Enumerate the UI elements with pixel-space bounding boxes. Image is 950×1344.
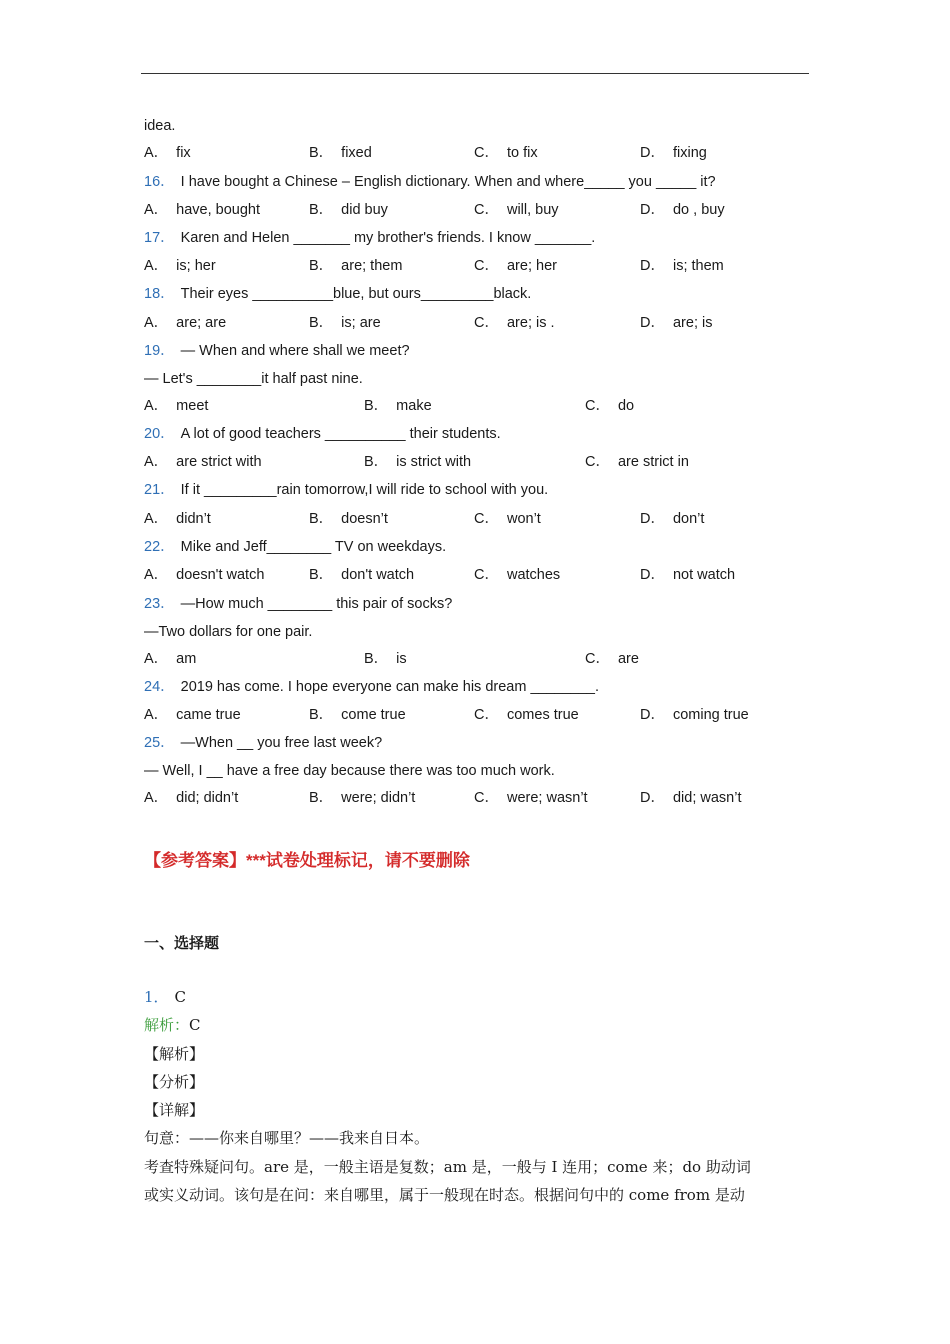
question-text: Mike and Jeff________ TV on weekdays.	[180, 539, 447, 555]
analysis-tag: 【解析】	[144, 1045, 205, 1063]
answer-option	[474, 789, 588, 807]
question-line	[144, 425, 501, 443]
question-line	[144, 538, 446, 556]
answer-option	[309, 789, 415, 807]
question-line	[144, 370, 363, 388]
option-letter: A．	[144, 145, 169, 161]
question-text: If it _________rain tomorrow,I will ride to school with you.	[180, 482, 549, 498]
answer-option	[364, 397, 432, 415]
option-letter: C．	[585, 651, 610, 667]
option-letter: D．	[640, 145, 665, 161]
question-line	[144, 342, 410, 360]
explanation-line: 或实义动词。该句是在问：来自哪里，属于一般现在时态。根据问句中的 come from 是动	[144, 1186, 745, 1204]
question-line	[144, 762, 555, 780]
question-number: 17．	[144, 230, 175, 246]
answer-option	[474, 566, 560, 584]
analysis-tag: 【详解】	[144, 1101, 205, 1119]
option-text: were; wasn’t	[506, 790, 588, 806]
option-letter: C．	[474, 145, 499, 161]
option-letter: B．	[364, 398, 389, 414]
question-text: I have bought a Chinese – English dictionary. When and where_____ you _____ it?	[180, 174, 716, 190]
question-number: 21．	[144, 482, 175, 498]
option-letter: C．	[474, 567, 499, 583]
option-text: are	[617, 651, 639, 667]
option-letter: A．	[144, 398, 169, 414]
option-text: will, buy	[506, 202, 559, 218]
option-letter: B．	[364, 651, 389, 667]
option-text: doesn't watch	[176, 567, 265, 583]
answer-option	[144, 257, 216, 275]
option-text: don’t	[672, 511, 705, 527]
option-text: make	[396, 398, 432, 414]
answer-option	[640, 789, 742, 807]
option-letter: A．	[144, 707, 169, 723]
explanation-line: 句意：——你来自哪里？——我来自日本。	[144, 1129, 430, 1147]
question-number: 23．	[144, 596, 175, 612]
option-text: did buy	[341, 202, 388, 218]
question-text: — Let's ________it half past nine.	[144, 371, 363, 387]
option-text: come true	[341, 707, 406, 723]
option-letter: B．	[309, 315, 334, 331]
answer-option	[144, 397, 208, 415]
answer-option	[144, 789, 238, 807]
answer-option	[309, 706, 406, 724]
section-title: 一、选择题	[144, 935, 220, 952]
option-letter: B．	[309, 707, 334, 723]
answer-line	[144, 987, 186, 1007]
option-letter: B．	[364, 454, 389, 470]
question-line	[144, 173, 716, 191]
option-text: did; wasn’t	[672, 790, 742, 806]
question-line	[144, 595, 452, 613]
option-letter: A．	[144, 790, 169, 806]
question-text: — Well, I __ have a free day because there was too much work.	[144, 763, 555, 779]
option-letter: A．	[144, 651, 169, 667]
question-text: Karen and Helen _______ my brother's friends. I know _______.	[180, 230, 596, 246]
answer-option	[144, 144, 191, 162]
option-text: are strict in	[617, 454, 689, 470]
option-text: are; is .	[506, 315, 555, 331]
option-text: have, bought	[176, 202, 261, 218]
option-text: won’t	[506, 511, 541, 527]
answer-option	[144, 510, 211, 528]
answer-option	[640, 257, 724, 275]
answer-option	[144, 453, 262, 471]
answer-option	[474, 257, 557, 275]
answer-option	[640, 144, 707, 162]
option-letter: B．	[309, 790, 334, 806]
option-text: didn’t	[176, 511, 211, 527]
question-number: 22．	[144, 539, 175, 555]
option-letter: D．	[640, 511, 665, 527]
option-text: are; is	[672, 315, 713, 331]
answer-option	[364, 453, 471, 471]
answer-option	[640, 566, 735, 584]
option-letter: C．	[474, 790, 499, 806]
analysis-line	[144, 1015, 201, 1035]
option-text: meet	[176, 398, 209, 414]
question-line	[144, 285, 531, 303]
option-text: did; didn’t	[176, 790, 239, 806]
option-letter: A．	[144, 315, 169, 331]
option-text: were; didn’t	[341, 790, 416, 806]
answer-option	[144, 201, 260, 219]
option-text: not watch	[672, 567, 736, 583]
answer-option	[585, 650, 639, 668]
option-text: are; are	[176, 315, 227, 331]
option-letter: D．	[640, 202, 665, 218]
answer-option	[309, 257, 402, 275]
question-line	[144, 678, 599, 696]
analysis-value: C	[189, 1016, 201, 1034]
option-text: do , buy	[672, 202, 725, 218]
answer-number: 1．	[144, 988, 169, 1006]
option-letter: B．	[309, 567, 334, 583]
option-text: is; them	[672, 258, 724, 274]
option-letter: C．	[474, 511, 499, 527]
question-number: 20．	[144, 426, 175, 442]
option-text: came true	[176, 707, 241, 723]
option-text: are strict with	[176, 454, 262, 470]
option-letter: D．	[640, 790, 665, 806]
option-letter: D．	[640, 567, 665, 583]
option-text: fix	[176, 145, 191, 161]
question-line	[144, 734, 382, 752]
answer-option	[474, 314, 555, 332]
option-letter: C．	[474, 202, 499, 218]
option-text: am	[176, 651, 197, 667]
answer-value: C	[174, 988, 187, 1006]
answer-option	[474, 706, 579, 724]
option-text: comes true	[506, 707, 579, 723]
question-text: —How much ________ this pair of socks?	[180, 596, 453, 612]
option-letter: A．	[144, 511, 169, 527]
option-letter: B．	[309, 202, 334, 218]
option-letter: A．	[144, 567, 169, 583]
question-number: 19．	[144, 343, 175, 359]
option-text: don't watch	[341, 567, 415, 583]
answer-key-title: 【参考答案】***试卷处理标记，请不要删除	[144, 851, 470, 870]
option-letter: C．	[474, 315, 499, 331]
option-text: to fix	[506, 145, 538, 161]
header-rule	[141, 73, 809, 74]
answer-option	[474, 510, 541, 528]
option-letter: D．	[640, 707, 665, 723]
explanation-line: 考查特殊疑问句。are 是，一般主语是复数；am 是，一般与 I 连用；come 来；do 助动词	[144, 1158, 751, 1176]
option-letter: C．	[585, 398, 610, 414]
option-letter: C．	[474, 258, 499, 274]
option-text: coming true	[672, 707, 749, 723]
answer-option	[309, 510, 388, 528]
option-letter: A．	[144, 258, 169, 274]
option-letter: A．	[144, 454, 169, 470]
question-number: 24．	[144, 679, 175, 695]
question-line	[144, 117, 175, 135]
option-letter: B．	[309, 511, 334, 527]
answer-option	[640, 706, 749, 724]
answer-option	[309, 314, 381, 332]
answer-option	[585, 453, 689, 471]
option-text: doesn’t	[341, 511, 388, 527]
answer-option	[474, 144, 538, 162]
option-letter: A．	[144, 202, 169, 218]
question-text: — When and where shall we meet?	[180, 343, 410, 359]
analysis-label: 解析：	[144, 1016, 190, 1034]
answer-option	[309, 566, 414, 584]
option-text: are; her	[506, 258, 557, 274]
question-text: —Two dollars for one pair.	[144, 624, 313, 640]
answer-option	[640, 510, 704, 528]
answer-option	[144, 650, 196, 668]
question-text: A lot of good teachers __________ their students.	[180, 426, 501, 442]
option-letter: C．	[585, 454, 610, 470]
answer-option	[364, 650, 407, 668]
question-text: idea.	[144, 118, 176, 134]
question-line	[144, 623, 312, 641]
analysis-tag: 【分析】	[144, 1073, 205, 1091]
option-letter: D．	[640, 258, 665, 274]
option-text: is; her	[176, 258, 216, 274]
option-text: is strict with	[396, 454, 472, 470]
option-letter: B．	[309, 145, 334, 161]
option-text: is; are	[341, 315, 381, 331]
question-number: 25．	[144, 735, 175, 751]
question-text: 2019 has come. I hope everyone can make his dream ________.	[180, 679, 599, 695]
question-line	[144, 481, 548, 499]
option-letter: D．	[640, 315, 665, 331]
question-text: Their eyes __________blue, but ours_________black.	[180, 286, 532, 302]
question-number: 16．	[144, 174, 175, 190]
option-letter: B．	[309, 258, 334, 274]
answer-option	[309, 144, 372, 162]
answer-option	[309, 201, 388, 219]
option-text: are; them	[341, 258, 403, 274]
answer-option	[144, 566, 264, 584]
question-line	[144, 229, 595, 247]
option-text: fixed	[341, 145, 372, 161]
answer-option	[144, 706, 241, 724]
answer-option	[640, 201, 725, 219]
option-text: do	[617, 398, 635, 414]
question-number: 18．	[144, 286, 175, 302]
question-text: —When __ you free last week?	[180, 735, 383, 751]
option-text: watches	[506, 567, 561, 583]
option-letter: C．	[474, 707, 499, 723]
answer-option	[585, 397, 634, 415]
answer-option	[144, 314, 226, 332]
answer-option	[640, 314, 712, 332]
option-text: is	[396, 651, 407, 667]
option-text: fixing	[672, 145, 707, 161]
answer-option	[474, 201, 559, 219]
